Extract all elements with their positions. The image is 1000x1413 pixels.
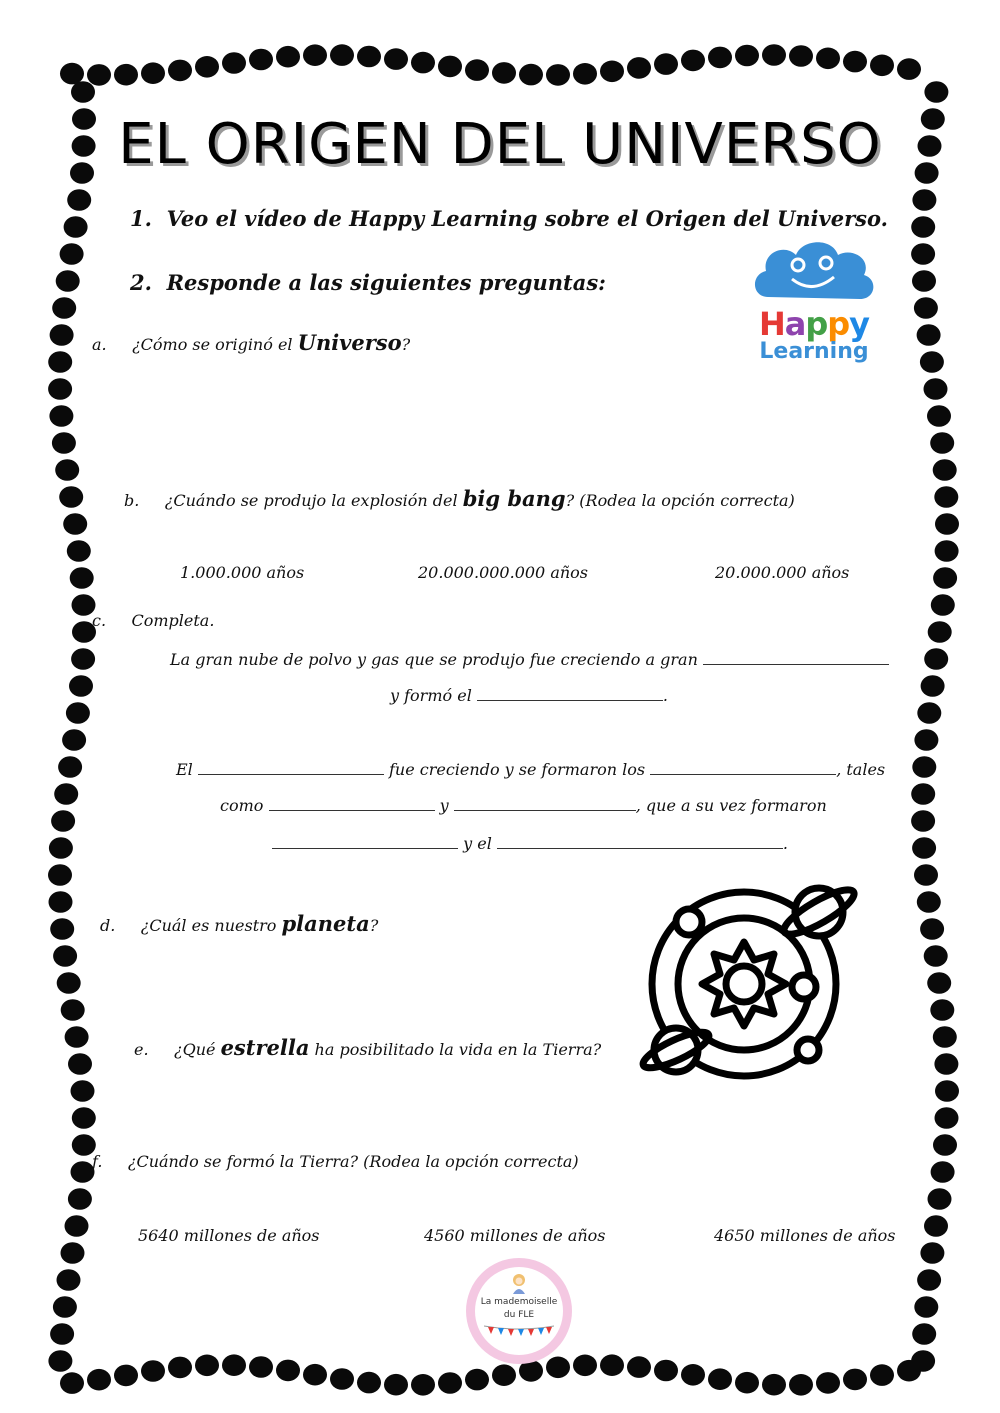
logo-letter: p (827, 305, 850, 343)
option-f-1[interactable]: 5640 millones de años (138, 1226, 320, 1245)
border-bead (573, 63, 597, 85)
border-bead (66, 702, 90, 724)
border-bead (912, 189, 936, 211)
border-bead (48, 1350, 72, 1372)
border-bead (933, 459, 957, 481)
step-2: 2. Responde a las siguientes preguntas: (130, 270, 606, 295)
border-bead (330, 1368, 354, 1390)
border-bead (50, 918, 74, 940)
border-bead (63, 513, 87, 535)
border-bead (70, 567, 94, 589)
border-bead (928, 621, 952, 643)
border-bead (917, 324, 941, 346)
border-bead (843, 51, 867, 73)
logo-letter: H (758, 305, 785, 343)
border-bead (276, 1360, 300, 1382)
logo-letter: a (784, 305, 806, 343)
border-bead (912, 756, 936, 778)
border-bead (58, 756, 82, 778)
border-bead (51, 810, 75, 832)
border-bead (62, 729, 86, 751)
border-bead (933, 567, 957, 589)
border-bead (50, 1323, 74, 1345)
border-bead (357, 46, 381, 68)
border-bead (930, 999, 954, 1021)
border-bead (87, 64, 111, 86)
completa-line-3: El fue creciendo y se formaron los , tales (176, 760, 886, 779)
border-bead (49, 891, 73, 913)
blank-1[interactable] (703, 650, 889, 665)
border-bead (71, 1161, 95, 1183)
border-bead (934, 1053, 958, 1075)
blank-3[interactable] (198, 760, 384, 775)
border-bead (71, 648, 95, 670)
border-bead (912, 270, 936, 292)
border-bead (48, 864, 72, 886)
border-bead (914, 864, 938, 886)
border-bead (71, 81, 95, 103)
border-bead (57, 1269, 81, 1291)
border-bead (49, 405, 73, 427)
border-bead (546, 64, 570, 86)
border-bead (465, 1369, 489, 1391)
border-bead (54, 783, 78, 805)
girl-avatar-icon (509, 1272, 529, 1294)
border-bead (303, 1364, 327, 1386)
border-bead (61, 1242, 85, 1264)
border-bead (917, 1269, 941, 1291)
border-bead (222, 52, 246, 74)
question-c: c. Completa. (92, 611, 215, 630)
border-bead (438, 56, 462, 78)
border-bead (914, 1296, 938, 1318)
blank-6[interactable] (454, 796, 636, 811)
border-bead (438, 1372, 462, 1394)
border-bead (330, 44, 354, 66)
border-bead (654, 53, 678, 75)
blank-4[interactable] (650, 760, 836, 775)
border-bead (600, 1354, 624, 1376)
border-bead (141, 62, 165, 84)
keyword-estrella: estrella (220, 1035, 310, 1060)
border-bead (64, 216, 88, 238)
logo-word-learning: Learning (759, 339, 869, 364)
border-bead (931, 594, 955, 616)
border-bead (927, 405, 951, 427)
border-bead (249, 49, 273, 71)
author-stamp: La mademoiselle du FLE (466, 1258, 572, 1364)
blank-8[interactable] (497, 834, 783, 849)
question-f: f. ¿Cuándo se formó la Tierra? (Rodea la opción correcta) (92, 1152, 579, 1171)
border-bead (920, 918, 944, 940)
completa-line-2: y formó el . (390, 686, 668, 705)
step-1-text: Veo el vídeo de Happy Learning sobre el Origen del Universo. (166, 206, 888, 231)
border-bead (654, 1360, 678, 1382)
border-bead (52, 432, 76, 454)
border-bead (114, 64, 138, 86)
border-bead (55, 459, 79, 481)
border-bead (68, 1053, 92, 1075)
border-bead (914, 297, 938, 319)
border-bead (735, 45, 759, 67)
blank-2[interactable] (477, 686, 663, 701)
border-bead (927, 972, 951, 994)
border-bead (816, 48, 840, 70)
border-bead (72, 1107, 96, 1129)
completa-line-5: y el . (272, 834, 788, 853)
border-bead (762, 1374, 786, 1396)
border-bead (935, 540, 959, 562)
border-bead (935, 1080, 959, 1102)
border-bead (920, 351, 944, 373)
border-bead (600, 61, 624, 83)
border-bead (195, 56, 219, 78)
border-bead (465, 59, 489, 81)
option-f-2[interactable]: 4560 millones de años (424, 1226, 606, 1245)
step-2-text: Responde a las siguientes preguntas: (166, 270, 606, 295)
border-bead (897, 58, 921, 80)
border-bead (912, 1323, 936, 1345)
happy-learning-cloud-icon (748, 235, 880, 310)
keyword-universo: Universo (297, 330, 402, 355)
border-bead (141, 1360, 165, 1382)
bunting-icon (484, 1324, 554, 1336)
border-bead (59, 486, 83, 508)
border-bead (924, 378, 948, 400)
border-bead (276, 46, 300, 68)
border-bead (68, 1188, 92, 1210)
logo-letter: p (805, 305, 828, 343)
border-bead (61, 999, 85, 1021)
border-bead (52, 297, 76, 319)
border-bead (60, 243, 84, 265)
logo-letter: y (849, 305, 870, 343)
completa-line-4: como y , que a su vez formaron (220, 796, 827, 815)
border-bead (49, 837, 73, 859)
border-bead (870, 55, 894, 77)
happy-learning-logo (748, 235, 880, 370)
border-bead (924, 81, 948, 103)
border-bead (60, 1372, 84, 1394)
border-bead (924, 648, 948, 670)
blank-7[interactable] (272, 834, 458, 849)
border-bead (67, 540, 91, 562)
option-f-3[interactable]: 4650 millones de años (714, 1226, 896, 1245)
border-bead (114, 1365, 138, 1387)
option-b-1[interactable]: 1.000.000 años (180, 563, 305, 582)
border-bead (911, 783, 935, 805)
border-bead (168, 1357, 192, 1379)
blank-5[interactable] (269, 796, 435, 811)
step-1: 1. Veo el vídeo de Happy Learning sobre el Origen del Universo. (130, 206, 888, 231)
border-bead (492, 62, 516, 84)
border-bead (917, 891, 941, 913)
completa-line-1: La gran nube de polvo y gas que se produjo fue creciendo a gran (170, 650, 889, 669)
border-bead (917, 702, 941, 724)
border-bead (870, 1364, 894, 1386)
border-bead (911, 810, 935, 832)
solar-system-icon (634, 872, 864, 1092)
border-bead (911, 243, 935, 265)
keyword-big-bang: big bang (462, 486, 566, 511)
border-bead (935, 1107, 959, 1129)
border-bead (168, 60, 192, 82)
border-bead (930, 432, 954, 454)
border-bead (69, 675, 93, 697)
border-bead (933, 1134, 957, 1156)
border-bead (708, 1368, 732, 1390)
border-bead (65, 1026, 89, 1048)
border-bead (65, 1215, 89, 1237)
border-bead (912, 837, 936, 859)
border-bead (789, 1374, 813, 1396)
border-bead (911, 1350, 935, 1372)
border-bead (816, 1372, 840, 1394)
border-bead (67, 189, 91, 211)
border-bead (519, 64, 543, 86)
border-bead (57, 972, 81, 994)
border-bead (384, 48, 408, 70)
border-bead (573, 1355, 597, 1377)
logo-word-happy (748, 305, 880, 343)
border-bead (933, 1026, 957, 1048)
question-b: b. ¿Cuándo se produjo la explosión del big bang? (Rodea la opción correcta) (124, 486, 795, 511)
border-bead (708, 47, 732, 69)
border-bead (53, 1296, 77, 1318)
border-bead (411, 52, 435, 74)
border-bead (924, 1215, 948, 1237)
border-bead (53, 945, 77, 967)
border-bead (87, 1369, 111, 1391)
option-b-2[interactable]: 20.000.000.000 años (418, 563, 589, 582)
border-bead (195, 1355, 219, 1377)
border-bead (627, 57, 651, 79)
border-bead (789, 45, 813, 67)
border-bead (48, 351, 72, 373)
page-title: EL ORIGEN DEL UNIVERSO (118, 112, 882, 177)
border-bead (384, 1374, 408, 1396)
border-bead (222, 1354, 246, 1376)
border-bead (303, 44, 327, 66)
border-bead (48, 378, 72, 400)
border-bead (911, 216, 935, 238)
question-a: a. ¿Cómo se originó el Universo? (92, 330, 411, 355)
border-bead (546, 1357, 570, 1379)
border-bead (60, 63, 84, 85)
border-bead (411, 1374, 435, 1396)
border-bead (71, 1080, 95, 1102)
border-bead (492, 1364, 516, 1386)
border-bead (627, 1356, 651, 1378)
question-d: d. ¿Cuál es nuestro planeta? (100, 911, 379, 936)
border-bead (843, 1369, 867, 1391)
border-bead (924, 945, 948, 967)
keyword-planeta: planeta (281, 911, 370, 936)
border-bead (249, 1356, 273, 1378)
border-bead (928, 1188, 952, 1210)
border-bead (681, 1364, 705, 1386)
border-bead (681, 50, 705, 72)
question-e: e. ¿Qué estrella ha posibilitado la vida en la Tierra? (134, 1035, 602, 1060)
border-bead (914, 729, 938, 751)
border-bead (357, 1372, 381, 1394)
border-bead (56, 270, 80, 292)
border-bead (735, 1372, 759, 1394)
border-bead (921, 675, 945, 697)
border-bead (931, 1161, 955, 1183)
border-bead (50, 324, 74, 346)
option-b-3[interactable]: 20.000.000 años (715, 563, 850, 582)
border-bead (934, 486, 958, 508)
border-bead (762, 44, 786, 66)
border-bead (935, 513, 959, 535)
border-bead (920, 1242, 944, 1264)
